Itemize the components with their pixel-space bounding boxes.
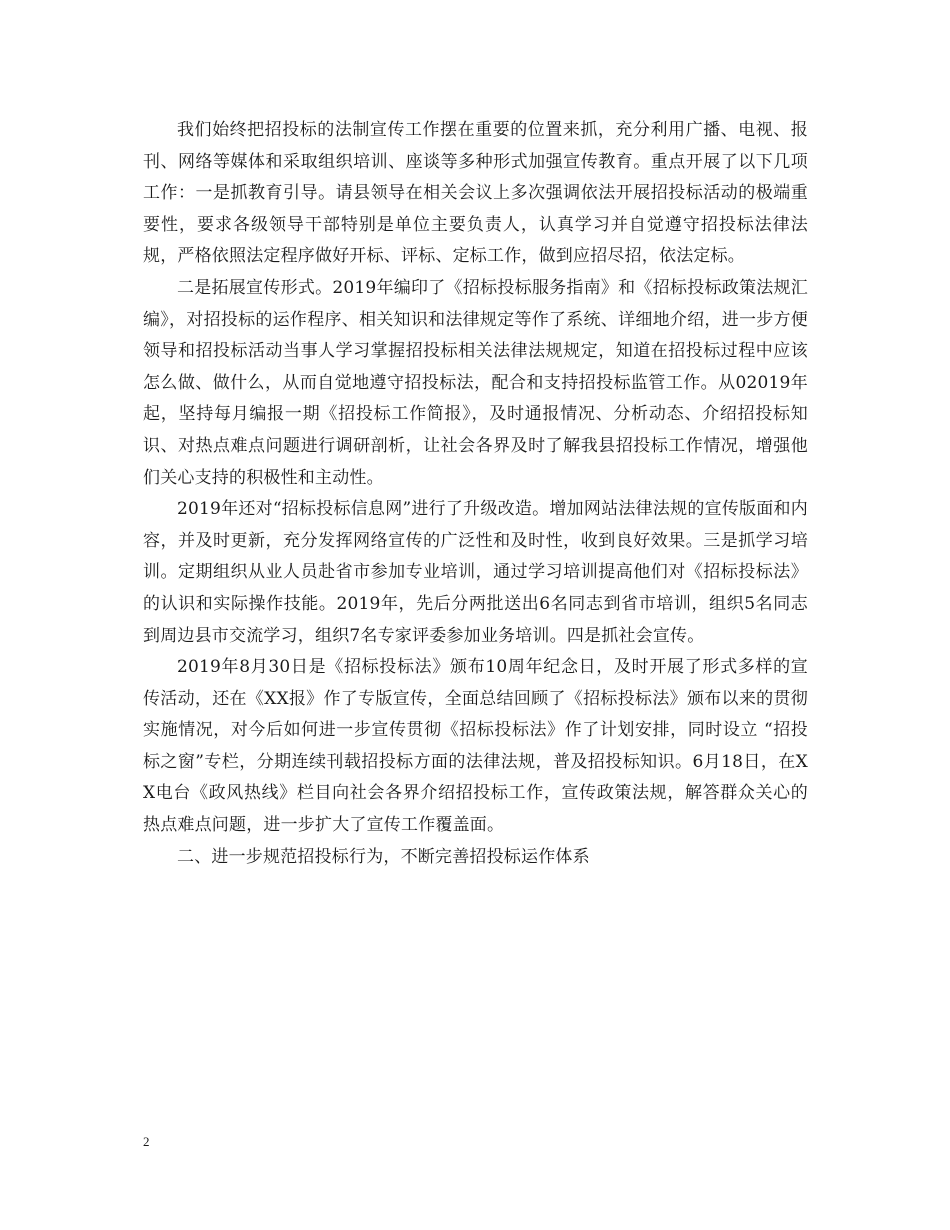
paragraph-publicity-education: 我们始终把招投标的法制宣传工作摆在重要的位置来抓，充分利用广播、电视、报刊、网络等媒体和采取组织培训、座谈等多种形式加强宣传教育。重点开展了以下几项工作：一是抓教育引导。请县领导在相关会议上多次强调依法开展招投标活动的极端重要性，要求各级领导干部特别是单位主要负责人，认真学习并自觉遵守招投标法律法规，严格依照法定程序做好开标、评标、定标工作，做到应招尽招，依法定标。 xyxy=(143,120,808,267)
section-heading: 二、进一步规范招投标行为，不断完善招投标运作体系 xyxy=(177,846,590,867)
paragraph-anniversary-campaign: 2019年8月30日是《招标投标法》颁布10周年纪念日，及时开展了形式多样的宣传活动，还在《XX报》作了专版宣传，全面总结回顾了《招标投标法》颁布以来的贯彻实施情况，对今后如何进一步宣传贯彻《招标投标法》作了计划安排，同时设立 “招投标之窗”专栏，分期连续刊载招投标方面的法律法规，普及招投标知识。6月18日，在XX电台《政风热线》栏目向社会各界介绍招投标工作，宣传政策法规，解答群众关心的热点难点问题，进一步扩大了宣传工作覆盖面。 xyxy=(143,657,808,836)
page-number: 2 xyxy=(143,1134,150,1149)
paragraph-publicity-forms: 二是拓展宣传形式。2019年编印了《招标投标服务指南》和《招标投标政策法规汇编》，对招投标的运作程序、相关知识和法律规定等作了系统、详细地介绍，进一步方便领导和招投标活动当事人学习掌握招投标相关法律法规规定，知道在招投标过程中应该怎么做、做什么，从而自觉地遵守招投标法，配合和支持招投标监管工作。从02019年起，坚持每月编报一期《招投标工作简报》，及时通报情况、分析动态、介绍招投标知识、对热点难点问题进行调研剖析，让社会各界及时了解我县招投标工作情况，增强他们关心支持的积极性和主动性。 xyxy=(143,277,808,488)
paragraph-website-training: 2019年还对“招标投标信息网”进行了升级改造。增加网站法律法规的宣传版面和内容，并及时更新，充分发挥网络宣传的广泛性和及时性，收到良好效果。三是抓学习培训。定期组织从业人员赴省市参加专业培训，通过学习培训提高他们对《招标投标法》的认识和实际操作技能。2019年，先后分两批送出6名同志到省市培训，组织5名同志到周边县市交流学习，组织7名专家评委参加业务培训。四是抓社会宣传。 xyxy=(143,499,808,646)
document-body xyxy=(143,115,808,873)
